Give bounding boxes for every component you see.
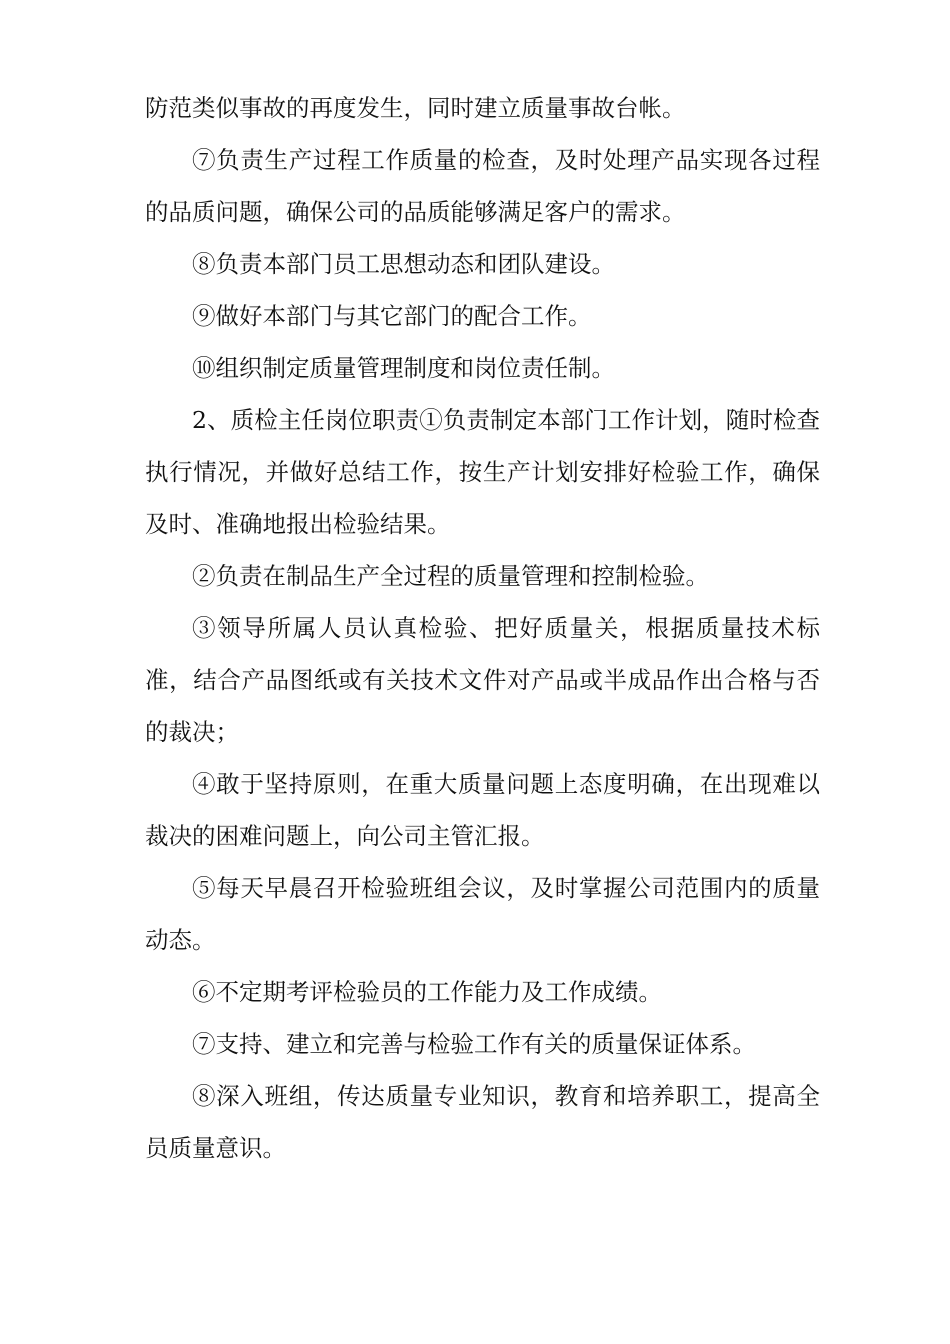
paragraph-item-3-lead-inspection: ③领导所属人员认真检验、把好质量关，根据质量技术标准，结合产品图纸或有关技术文件对产品或半成品作出合格与否的裁决； xyxy=(145,614,820,746)
paragraph-section-2-inspection-director: 2、质检主任岗位职责①负责制定本部门工作计划，随时检查执行情况，并做好总结工作，按生产计划安排好检验工作，确保及时、准确地报出检验结果。 xyxy=(145,406,820,538)
paragraph-item-2-process-control: ②负责在制品生产全过程的质量管理和控制检验。 xyxy=(192,562,709,590)
paragraph-item-8-training: ⑧深入班组，传达质量专业知识，教育和培养职工，提高全员质量意识。 xyxy=(145,1082,820,1162)
paragraph-item-5-morning-meeting: ⑤每天早晨召开检验班组会议，及时掌握公司范围内的质量动态。 xyxy=(145,874,820,954)
paragraph-item-7-quality-check: ⑦负责生产过程工作质量的检查，及时处理产品实现各过程的品质问题，确保公司的品质能够满足客户的需求。 xyxy=(145,146,820,226)
document-page xyxy=(145,82,820,1174)
paragraph-item-8-team-building: ⑧负责本部门员工思想动态和团队建设。 xyxy=(192,250,615,278)
paragraph-item-9-coordination: ⑨做好本部门与其它部门的配合工作。 xyxy=(192,302,592,330)
paragraph-item-4-principles: ④敢于坚持原则，在重大质量问题上态度明确，在出现难以裁决的困难问题上，向公司主管汇报。 xyxy=(145,770,820,850)
paragraph-item-7-quality-assurance: ⑦支持、建立和完善与检验工作有关的质量保证体系。 xyxy=(192,1030,756,1058)
paragraph-item-6-evaluation: ⑥不定期考评检验员的工作能力及工作成绩。 xyxy=(192,978,662,1006)
paragraph-item-10-management-system: ⑩组织制定质量管理制度和岗位责任制。 xyxy=(192,354,615,382)
paragraph-continuation: 防范类似事故的再度发生，同时建立质量事故台帐。 xyxy=(145,94,686,122)
